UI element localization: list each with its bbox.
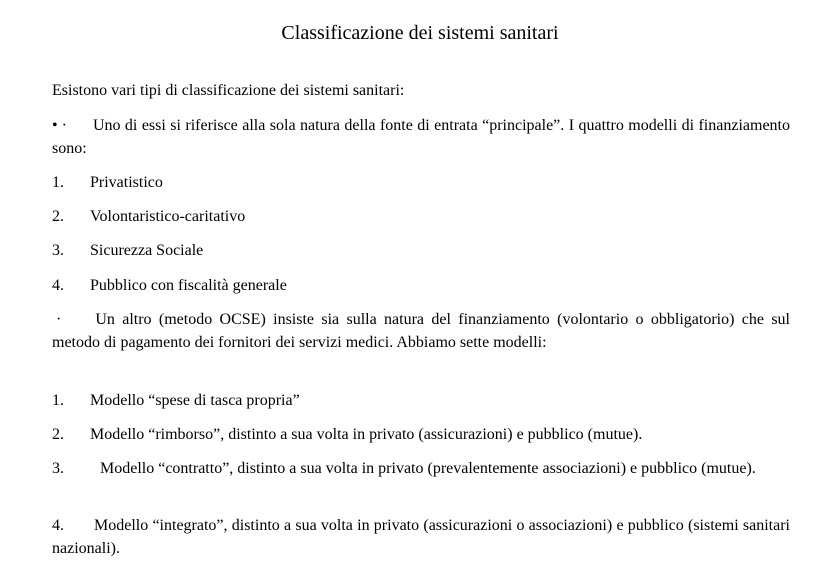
list-number: 2.	[52, 208, 64, 225]
list-number: 4.	[52, 517, 64, 534]
list-number: 3.	[52, 242, 64, 259]
list-item	[52, 457, 790, 480]
list-item	[52, 423, 790, 446]
list-text: Sicurezza Sociale	[90, 242, 204, 259]
list-item	[52, 274, 790, 297]
intro-paragraph: Esistono vari tipi di classificazione dei sistemi sanitari:	[52, 82, 405, 99]
list-item	[52, 514, 790, 560]
list-number: 1.	[52, 174, 64, 191]
list-text: Pubblico con fiscalità generale	[90, 277, 287, 294]
section1-paragraph	[52, 114, 790, 160]
list-number: 4.	[52, 277, 64, 294]
list-text: Volontaristico-caritativo	[90, 208, 246, 225]
list-number: 1.	[52, 392, 64, 409]
bullet-icon: ·	[56, 311, 62, 328]
list-text: Modello “integrato”, distinto a sua volta in privato (assicurazioni o associazioni) e pubblico (sistemi sanitari nazionali).	[52, 517, 790, 557]
list-text: Privatistico	[90, 174, 163, 191]
list-item	[52, 171, 790, 194]
list-item	[52, 389, 790, 412]
list-item	[52, 239, 790, 262]
list-text: Modello “contratto”, distinto a sua volta in privato (prevalentemente associazioni) e pubblico (mutue).	[100, 460, 756, 477]
list-text: Modello “rimborso”, distinto a sua volta in privato (assicurazioni) e pubblico (mutue).	[90, 426, 643, 443]
list-number: 2.	[52, 426, 64, 443]
list-number: 3.	[52, 460, 64, 477]
list-item	[52, 205, 790, 228]
page-title: Classificazione dei sistemi sanitari	[281, 22, 559, 44]
bullet-icon: • ·	[52, 117, 67, 134]
section2-paragraph	[52, 308, 790, 354]
section2-text: Un altro (metodo OCSE) insiste sia sulla natura del finanziamento (volontario o obbligatorio) che sul metodo di pagamento dei fornitori dei servizi medici. Abbiamo sette modelli:	[52, 311, 790, 351]
list-text: Modello “spese di tasca propria”	[90, 392, 300, 409]
section1-text: Uno di essi si riferisce alla sola natura della fonte di entrata “principale”. I quattro modelli di finanziamento sono:	[52, 117, 790, 157]
